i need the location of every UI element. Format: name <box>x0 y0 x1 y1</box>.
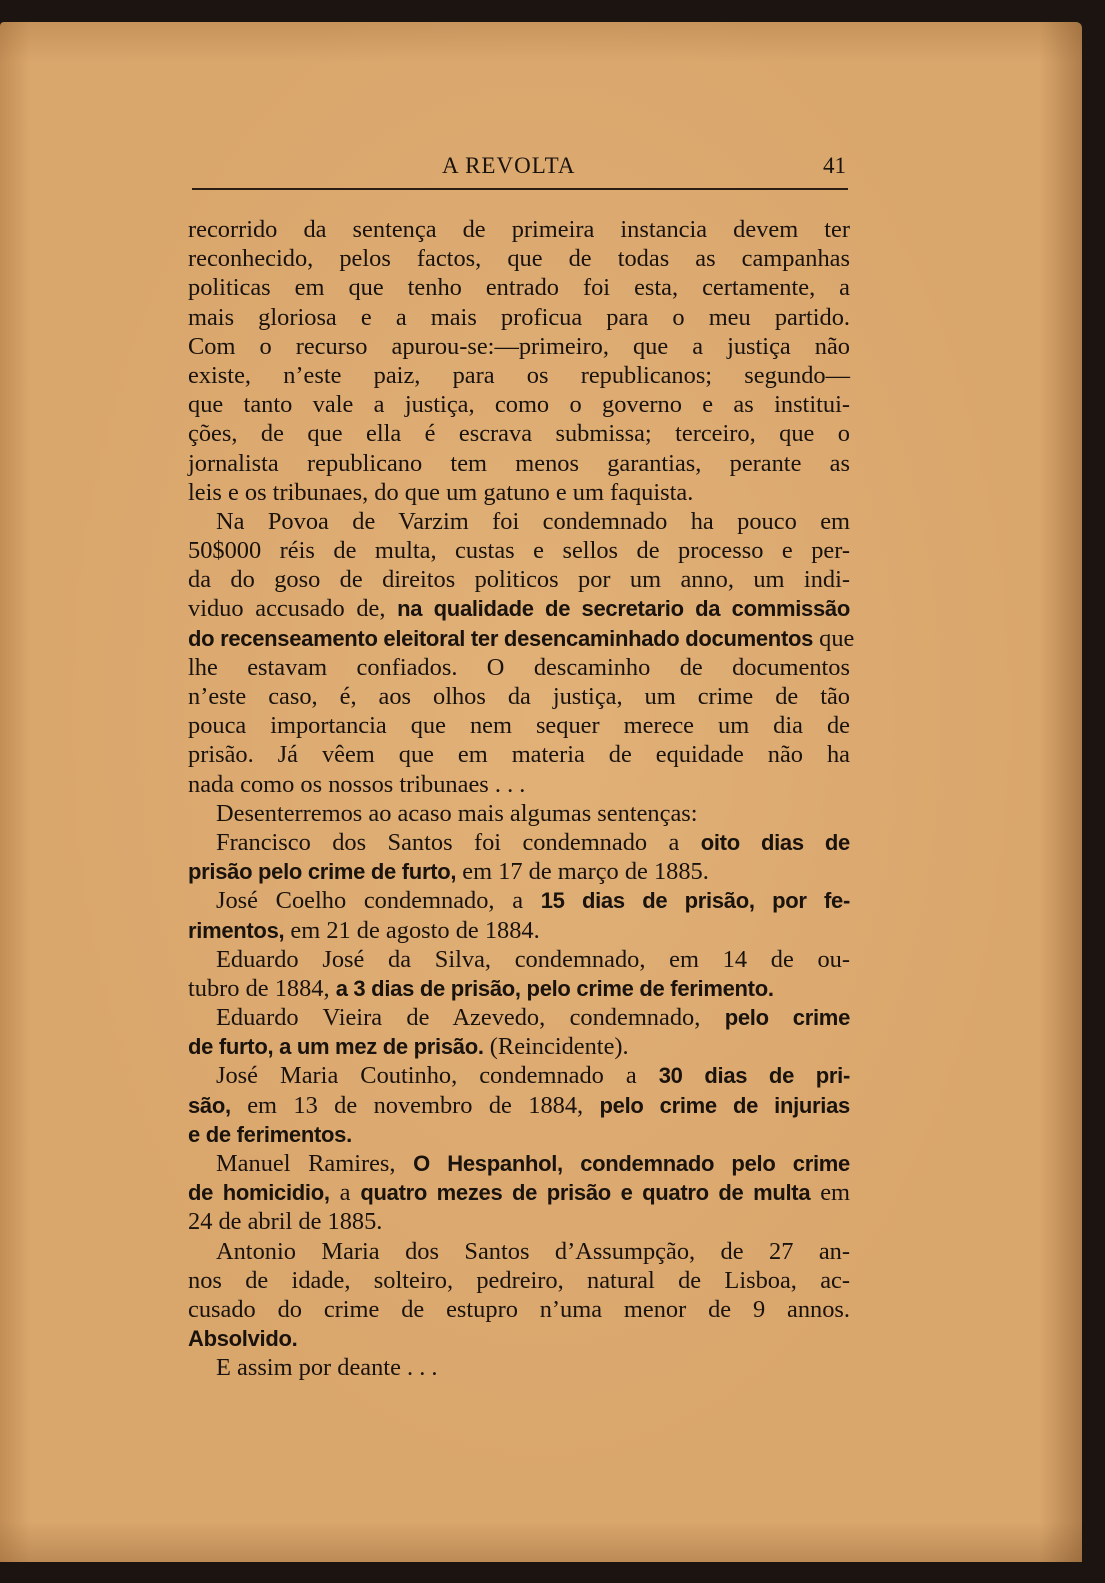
emphasis-text: e de ferimentos. <box>188 1121 352 1147</box>
line-text: E assim por deante . . . <box>216 1354 438 1382</box>
line-text: que tanto vale a justiça, como o governo e as institui- <box>188 391 850 419</box>
line-text: cusado do crime de estupro n’uma menor de 9 annos. <box>188 1295 850 1323</box>
emphasis-text: quatro mezes de prisão e quatro de multa <box>360 1180 811 1206</box>
emphasis-text: oito dias de <box>700 829 850 855</box>
text-line <box>188 332 850 361</box>
line-text: lhe estavam confiados. O descaminho de documentos <box>188 653 850 681</box>
text-line <box>188 1295 850 1324</box>
emphasis-text: do recenseamento eleitoral ter desencaminhado documentos <box>188 625 814 651</box>
text-line <box>188 478 850 507</box>
text-line <box>188 1091 850 1120</box>
line-text: pouca importancia que nem sequer merece um dia de <box>188 712 850 740</box>
line-text: Desenterremos ao acaso mais algumas sentenças: <box>216 799 698 827</box>
line-text: em 17 de março de 1885. <box>456 858 709 886</box>
text-line <box>188 916 850 945</box>
text-line <box>188 536 850 565</box>
text-line <box>188 1324 850 1353</box>
line-text: recorrido da sentença de primeira instancia devem ter <box>188 216 850 243</box>
line-text: Com o recurso apurou-se:—primeiro, que a justiça não <box>188 332 850 360</box>
text-line <box>188 886 850 915</box>
line-text: reconhecido, pelos factos, que de todas as campanhas <box>188 245 850 273</box>
line-text: mais gloriosa e a mais proficua para o meu partido. <box>188 303 850 331</box>
text-line <box>188 770 850 799</box>
emphasis-text: rimentos, <box>188 917 285 943</box>
line-text: José Coelho condemnado, a <box>216 887 541 915</box>
emphasis-text: O Hespanhol, condemnado pelo crime <box>413 1151 850 1176</box>
line-text: da do goso de direitos politicos por um anno, um indi- <box>188 566 850 594</box>
line-text: (Reincidente). <box>483 1033 629 1061</box>
line-text: Eduardo Vieira de Azevedo, condemnado, <box>216 1004 725 1032</box>
text-line <box>188 857 850 886</box>
text-line <box>188 244 850 273</box>
line-text: politicas em que tenho entrado foi esta, certamente, a <box>188 274 850 302</box>
text-line <box>188 215 850 244</box>
text-line <box>188 740 850 769</box>
text-line <box>188 799 850 828</box>
text-line <box>188 1149 850 1178</box>
emphasis-text: na qualidade de secretario da commissão <box>397 596 850 622</box>
emphasis-text: prisão pelo crime de furto, <box>188 859 457 885</box>
text-line <box>188 1266 850 1295</box>
line-text: Antonio Maria dos Santos d’Assumpção, de 27 an- <box>216 1237 850 1265</box>
line-text: em 21 de agosto de 1884. <box>284 916 540 944</box>
running-title: A REVOLTA <box>442 153 576 178</box>
line-text: em 13 de novembro de 1884, <box>230 1091 600 1119</box>
text-line <box>188 1003 850 1032</box>
line-text: Manuel Ramires, <box>216 1150 414 1177</box>
text-line <box>188 390 850 419</box>
emphasis-text: Absolvido. <box>188 1326 298 1352</box>
line-text: em <box>810 1179 850 1207</box>
page-number: 41 <box>823 153 846 178</box>
line-text: viduo accusado de, <box>188 595 398 623</box>
text-line <box>188 594 850 623</box>
line-text: Na Povoa de Varzim foi condemnado ha pouco em <box>216 507 850 535</box>
emphasis-text: pelo crime <box>724 1005 851 1031</box>
text-line <box>188 303 850 332</box>
text-line <box>188 945 850 974</box>
body-text <box>188 215 855 1383</box>
line-text: existe, n’este paiz, para os republicanos; segundo— <box>188 361 850 389</box>
text-line <box>188 419 850 448</box>
text-line <box>188 1353 850 1382</box>
emphasis-text: são, <box>188 1092 231 1118</box>
line-text: prisão. Já vêem que em materia de equidade não ha <box>188 741 850 769</box>
header-rule <box>192 188 848 190</box>
text-line <box>188 653 850 682</box>
text-line <box>188 361 850 390</box>
text-line <box>188 1237 850 1266</box>
line-text: tubro de 1884, <box>188 974 336 1002</box>
line-text: 50$000 réis de multa, custas e sellos de processo e per- <box>188 537 850 565</box>
emphasis-text: de furto, a um mez de prisão. <box>188 1034 484 1060</box>
line-text: leis e os tribunaes, do que um gatuno e um faquista. <box>188 478 694 506</box>
text-line <box>188 624 855 653</box>
line-text: nada como os nossos tribunaes . . . <box>188 770 526 798</box>
emphasis-text: pelo crime de injurias <box>599 1092 850 1118</box>
emphasis-text: 15 dias de prisão, por fe- <box>540 888 850 914</box>
line-text: José Maria Coutinho, condemnado a <box>216 1062 659 1090</box>
line-text: 24 de abril de 1885. <box>188 1208 383 1236</box>
line-text: ções, de que ella é escrava submissa; terceiro, que o <box>188 420 850 448</box>
text-line <box>188 711 850 740</box>
text-line <box>188 682 850 711</box>
text-line <box>188 273 850 302</box>
page-header <box>192 150 852 184</box>
text-line <box>188 1178 850 1207</box>
emphasis-text: 30 dias de pri- <box>658 1063 850 1089</box>
text-line <box>188 974 850 1003</box>
text-line <box>188 1032 850 1061</box>
text-line <box>188 828 850 857</box>
line-text: que <box>813 624 855 652</box>
line-text: Eduardo José da Silva, condemnado, em 14 de ou- <box>216 945 850 973</box>
text-line <box>188 1120 850 1149</box>
line-text: nos de idade, solteiro, pedreiro, natural de Lisboa, ac- <box>188 1266 850 1294</box>
line-text: n’este caso, é, aos olhos da justiça, um crime de tão <box>188 683 850 710</box>
text-line <box>188 507 850 536</box>
line-text: jornalista republicano tem menos garantias, perante as <box>188 449 850 477</box>
emphasis-text: a 3 dias de prisão, pelo crime de ferimento. <box>335 975 774 1001</box>
line-text: a <box>329 1179 361 1207</box>
emphasis-text: de homicidio, <box>188 1180 330 1206</box>
text-line <box>188 565 850 594</box>
text-line <box>188 449 850 478</box>
text-line <box>188 1207 850 1236</box>
line-text: Francisco dos Santos foi condemnado a <box>216 828 701 856</box>
text-line <box>188 1061 850 1090</box>
